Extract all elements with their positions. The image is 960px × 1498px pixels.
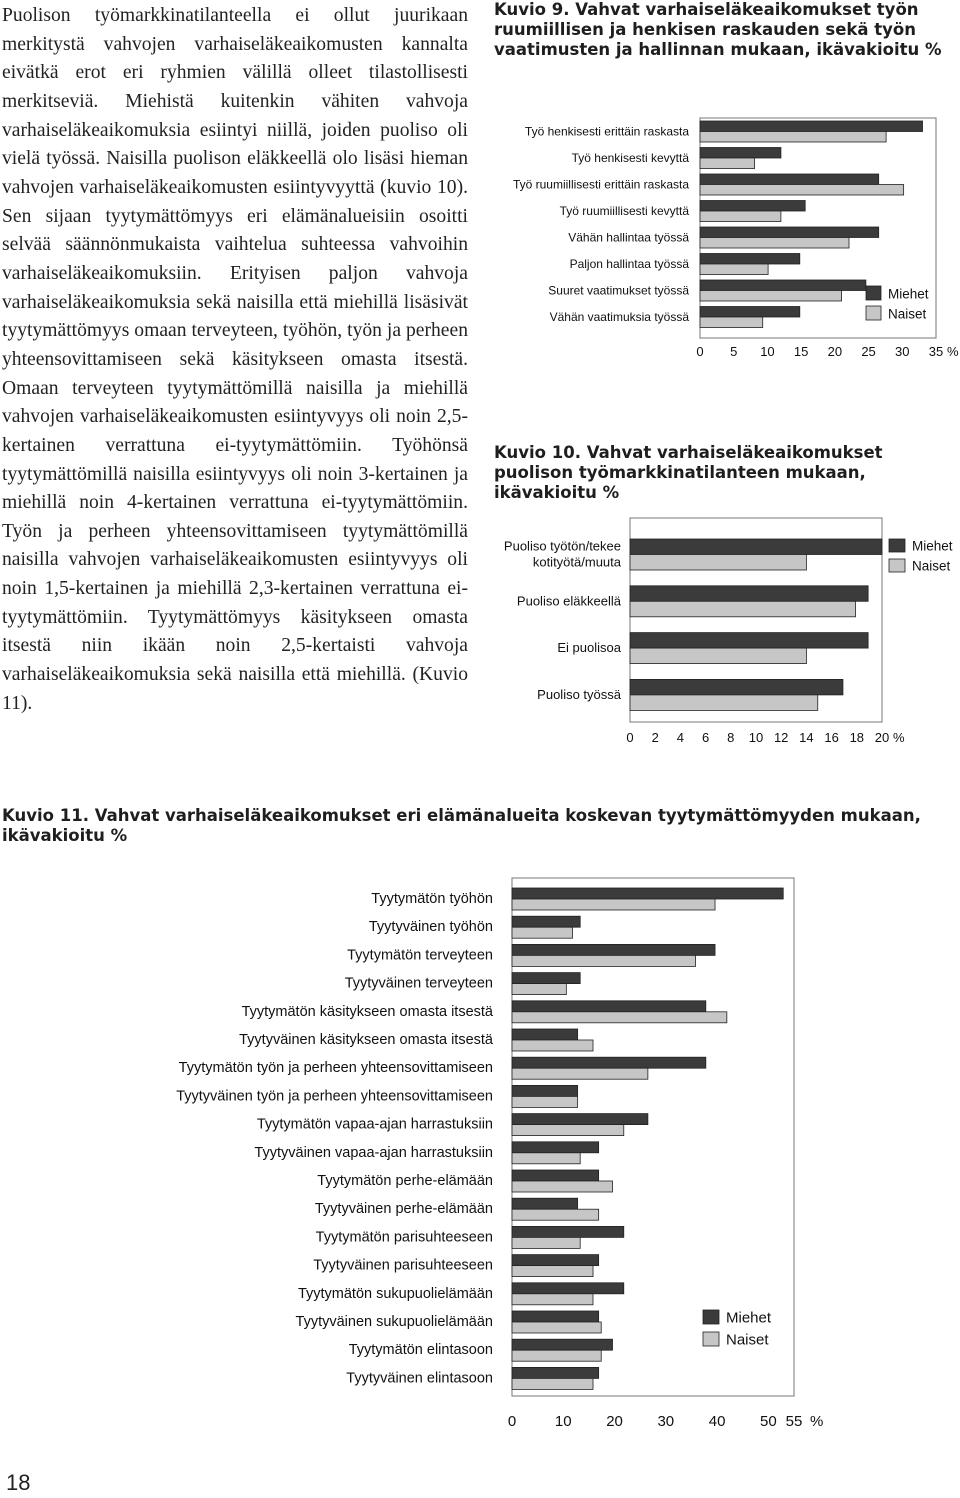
category-label: Suuret vaatimukset työssä <box>548 283 689 298</box>
category-label: Ei puolisoa <box>557 640 621 656</box>
x-tick-label: 10 <box>760 344 775 359</box>
x-tick-label: 20 <box>606 1413 623 1430</box>
bar <box>512 1181 612 1192</box>
category-label: Paljon hallintaa työssä <box>569 257 689 271</box>
bar <box>512 1198 578 1209</box>
category-label: Tyytyväinen sukupuolielämään <box>295 1314 493 1330</box>
bar <box>512 1350 601 1361</box>
page-number: 18 <box>6 1470 31 1495</box>
bar <box>512 1142 599 1153</box>
x-tick-label: 0 <box>626 730 634 745</box>
x-tick-label: 25 <box>861 344 876 359</box>
x-tick-label: 20 <box>827 344 843 359</box>
category-label: Tyytymätön terveyteen <box>347 947 493 964</box>
category-label: Puoliso työssä <box>537 686 621 702</box>
bar <box>512 1255 599 1266</box>
category-label: Tyytyväinen käsitykseen omasta itsestä <box>239 1032 493 1048</box>
category-label: Tyytymätön työn ja perheen yhteensovittamiseen <box>178 1060 493 1077</box>
category-label: Tyytymätön elintasoon <box>348 1342 493 1359</box>
x-axis-unit-label: % <box>810 1413 824 1430</box>
x-tick-label: 16 <box>824 730 839 745</box>
bar <box>512 1294 593 1305</box>
x-tick-label: 12 <box>773 730 789 745</box>
category-label: Tyytymätön parisuhteeseen <box>315 1229 493 1246</box>
category-label: Tyytymätön perhe-elämään <box>317 1173 493 1189</box>
bar <box>512 1001 706 1012</box>
x-tick-label: 50 <box>760 1413 777 1430</box>
figure-11-caption: Kuvio 11. Vahvat varhaiseläkeaikomukset eri elämänalueita koskevan tyytymättömyyden mukaan, ikävakioitu % <box>2 806 921 845</box>
category-label: Tyytymätön työhön <box>371 891 493 907</box>
legend-label: Naiset <box>912 558 951 574</box>
legend-label: Miehet <box>726 1309 772 1327</box>
bar <box>512 1057 706 1068</box>
category-label: Tyytyväinen vapaa-ajan harrastuksiin <box>254 1144 493 1161</box>
bar <box>512 1367 599 1378</box>
figure-10-caption: Kuvio 10. Vahvat varhaiseläkeaikomukset puolison työmarkkinatilanteen mukaan, ikävakioitu % <box>494 443 883 502</box>
bar <box>512 1096 578 1107</box>
bar <box>512 944 715 955</box>
x-tick-label: 2 <box>651 730 659 745</box>
figure-9-caption: Kuvio 9. Vahvat varhaiseläkeaikomukset työn ruumiillisen ja henkisen raskauden sekä työn vaatimusten ja hallinnan mukaan, ikävakioitu % <box>494 0 942 59</box>
bar <box>512 916 580 927</box>
x-tick-label: 15 <box>793 344 809 359</box>
legend-label: Naiset <box>726 1331 769 1349</box>
bar <box>512 1153 580 1164</box>
category-label: Tyytyväinen terveyteen <box>344 975 493 992</box>
x-tick-label: 35 <box>928 344 944 359</box>
x-tick-label: 0 <box>507 1413 517 1430</box>
x-tick-label: 14 <box>799 730 814 745</box>
legend-label: Miehet <box>912 538 953 554</box>
bar <box>512 973 580 984</box>
category-label: Työ henkisesti kevyttä <box>571 151 689 165</box>
legend-label: Miehet <box>888 286 929 302</box>
category-label: Puoliso työtön/tekee <box>503 538 621 554</box>
bar <box>512 955 696 966</box>
bar <box>512 1029 578 1040</box>
x-tick-label: 30 <box>657 1413 675 1430</box>
bar <box>512 1339 612 1350</box>
x-tick-label: 4 <box>676 730 685 745</box>
bar <box>512 1068 648 1079</box>
x-tick-label: 0 <box>696 344 704 359</box>
x-tick-label: 55 <box>785 1413 803 1430</box>
category-label: Työ henkisesti erittäin raskasta <box>524 124 689 139</box>
category-label: Tyytyväinen työhön <box>368 919 493 936</box>
bar <box>512 1283 624 1294</box>
category-label: Vähän vaatimuksia työssä <box>549 310 689 324</box>
x-tick-label: 6 <box>701 730 710 745</box>
category-label: Tyytyväinen työn ja perheen yhteensovittamiseen <box>176 1088 493 1105</box>
legend-label: Naiset <box>888 306 927 322</box>
bar <box>512 1311 599 1322</box>
bar <box>512 1170 599 1181</box>
legend-swatch <box>703 1332 719 1346</box>
x-tick-label: 10 <box>554 1413 572 1430</box>
bar <box>512 1040 593 1051</box>
x-tick-label: 18 <box>849 730 865 745</box>
bar <box>512 1012 727 1023</box>
bar <box>512 1125 624 1136</box>
category-label: Tyytymätön sukupuolielämään <box>297 1285 493 1302</box>
bar <box>512 984 566 995</box>
category-label: Työ ruumiillisesti erittäin raskasta <box>512 177 689 192</box>
bar <box>512 927 573 938</box>
category-label: Tyytyväinen parisuhteeseen <box>313 1257 493 1274</box>
category-label: kotityötä/muuta <box>532 554 621 570</box>
bar <box>512 1209 599 1220</box>
x-tick-label: 5 <box>730 344 738 359</box>
bar <box>512 1322 601 1333</box>
body-paragraph: Puolison työmarkkinatilanteella ei ollut juurikaan merkitystä vahvojen varhaiseläkeaikomusten kannalta eivätkä erot eri ryhmien välillä olleet tilastollisesti merkitseviä. Miehistä kuitenkin vähiten vahvoja varhaiseläkeaikomuksia esiintyi niillä, joiden puoliso oli vielä työssä. Naisilla puolison eläkkeellä olo lisäsi hieman vahvojen varhaiseläkeaikomusten esiintyvyyttä (kuvio 10). Sen sijaan tyytymättömyys eri elämänalueisiin osoitti selvää säännönmukaista vaihtelua suhteessa vahvoihin varhaiseläkeaikomuksiin. Erityisen paljon vahvoja varhaiseläkeaikomuksia sekä naisilla että miehillä lisäsivät tyytymättömyys omaan terveyteen, työhön, työn ja perheen yhteensovittamiseen sekä käsitykseen omasta itsestä. Omaan terveyteen tyytymättömillä naisilla ja miehillä vahvojen varhaiseläkeaikomusten esiintyvyys oli noin 2,5-kertainen verrattuna ei-tyytymättömiin. Työhönsä tyytymättömillä naisilla esiintyvyys oli noin 3-kertainen ja miehillä noin 4-kertainen verrattuna ei-tyytymättömiin. Työn ja perheen yhteensovittamiseen tyytymättömillä naisilla vahvojen varhaiseläkeaikomusten esiintyvyys oli noin 1,5-kertainen ja miehillä 2,3-kertainen verrattuna ei-tyytymättömiin. Tyytymättömyys käsitykseen omasta itsestä niin ikään noin 2,5-kertaisti vahvoja varhaiseläkeaikomuksia sekä naisilla että miehillä. (Kuvio 11). <box>2 5 468 714</box>
x-axis-unit-label: % <box>893 730 905 745</box>
bar <box>512 888 783 899</box>
x-tick-label: 8 <box>727 730 735 745</box>
category-label: Vähän hallintaa työssä <box>568 230 689 245</box>
bar <box>512 1226 624 1237</box>
x-tick-label: 30 <box>895 344 910 359</box>
x-tick-label: 20 <box>874 730 890 745</box>
bar <box>512 1085 578 1096</box>
legend-swatch <box>703 1310 719 1324</box>
bar <box>512 1266 593 1277</box>
bar <box>512 1378 593 1389</box>
x-tick-label: 10 <box>748 730 764 745</box>
category-label: Puoliso eläkkeellä <box>516 593 621 609</box>
bar <box>512 899 715 910</box>
x-tick-label: 40 <box>708 1413 726 1430</box>
category-label: Tyytyväinen perhe-elämään <box>314 1201 493 1218</box>
category-label: Työ ruumiillisesti kevyttä <box>559 204 689 218</box>
bar <box>512 1237 580 1248</box>
category-label: Tyytyväinen elintasoon <box>346 1370 493 1387</box>
x-axis-unit-label: % <box>947 344 959 359</box>
category-label: Tyytymätön käsitykseen omasta itsestä <box>241 1003 493 1020</box>
bar <box>512 1114 648 1125</box>
category-label: Tyytymätön vapaa-ajan harrastuksiin <box>256 1116 493 1133</box>
